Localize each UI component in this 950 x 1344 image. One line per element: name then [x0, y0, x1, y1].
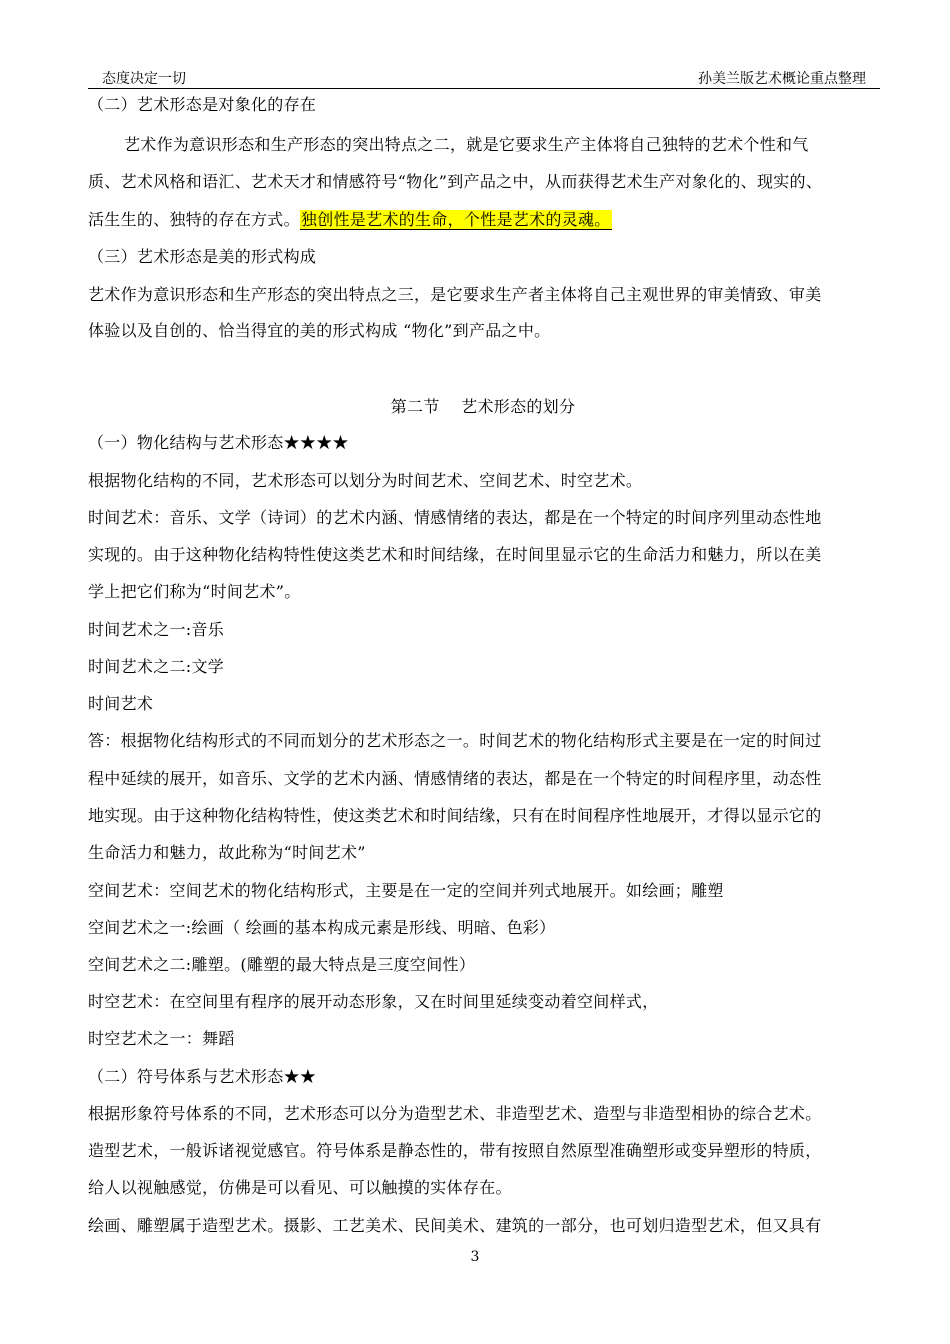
header-left-text: 态度决定一切	[102, 71, 186, 87]
paragraph-line: 时间艺术之二:文学	[88, 657, 225, 676]
paragraph-line: 时间艺术	[88, 694, 154, 713]
paragraph-line: 答：根据物化结构形式的不同而划分的艺术形态之一。时间艺术的物化结构形式主要是在一定的时间过	[88, 731, 822, 750]
subsection-heading: （三）艺术形态是美的形式构成	[88, 247, 317, 266]
paragraph-line: 艺术作为意识形态和生产形态的突出特点之三，是它要求生产者主体将自己主观世界的审美情致、审美	[88, 285, 822, 304]
paragraph-line: 时间艺术：音乐、文学（诗词）的艺术内涵、情感情绪的表达，都是在一个特定的时间序列里动态性地	[88, 508, 822, 527]
paragraph-line: 时空艺术之一：舞蹈	[88, 1029, 235, 1048]
page-number: 3	[470, 1249, 480, 1265]
paragraph-line: 空间艺术之一:绘画（ 绘画的基本构成元素是形线、明暗、色彩）	[88, 918, 556, 937]
paragraph-line: 实现的。由于这种物化结构特性使这类艺术和时间结缘，在时间里显示它的生命活力和魅力，所以在美	[88, 545, 822, 564]
subsection-heading: （二）符号体系与艺术形态★★	[88, 1067, 317, 1086]
paragraph-line: 空间艺术：空间艺术的物化结构形式，主要是在一定的空间并列式地展开。如绘画；雕塑	[88, 881, 724, 900]
subsection-heading: （二）艺术形态是对象化的存在	[88, 95, 317, 114]
subsection-heading: （一）物化结构与艺术形态★★★★	[88, 433, 349, 452]
paragraph-text: 活生生的、独特的存在方式。	[88, 210, 300, 229]
paragraph-line: 程中延续的展开，如音乐、文学的艺术内涵、情感情绪的表达，都是在一个特定的时间程序里，动态性	[88, 769, 822, 788]
paragraph-line: 学上把它们称为“时间艺术”。	[88, 582, 301, 601]
section-title: 第二节 艺术形态的划分	[390, 397, 576, 416]
paragraph-line: 空间艺术之二:雕塑。(雕塑的最大特点是三度空间性）	[88, 955, 476, 974]
paragraph-line: 生命活力和魅力，故此称为“时间艺术”	[88, 843, 366, 862]
paragraph-line: 艺术作为意识形态和生产形态的突出特点之二，就是它要求生产主体将自己独特的艺术个性和气	[124, 135, 809, 154]
paragraph-line: 绘画、雕塑属于造型艺术。摄影、工艺美术、民间美术、建筑的一部分，也可划归造型艺术，但又具有	[88, 1216, 822, 1235]
highlighted-text: 独创性是艺术的生命，个性是艺术的灵魂。	[300, 210, 611, 229]
paragraph-line: 时空艺术：在空间里有程序的展开动态形象，又在时间里延续变动着空间样式，	[88, 992, 659, 1011]
paragraph-line: 给人以视触感觉，仿佛是可以看见、可以触摸的实体存在。	[88, 1178, 512, 1197]
header-right-text: 孙美兰版艺术概论重点整理	[698, 71, 866, 87]
paragraph-line: 地实现。由于这种物化结构特性，使这类艺术和时间结缘，只有在时间程序性地展开，才得以显示它的	[88, 806, 822, 825]
paragraph-line: 根据物化结构的不同，艺术形态可以划分为时间艺术、空间艺术、时空艺术。	[88, 471, 643, 490]
paragraph-line: 质、艺术风格和语汇、艺术天才和情感符号“物化”到产品之中，从而获得艺术生产对象化的、现实的、	[88, 172, 823, 191]
paragraph-line: 造型艺术，一般诉诸视觉感官。符号体系是静态性的，带有按照自然原型准确塑形或变异塑形的特质，	[88, 1141, 822, 1160]
paragraph-line: 根据形象符号体系的不同，艺术形态可以分为造型艺术、非造型艺术、造型与非造型相协的综合艺术。	[88, 1104, 822, 1123]
paragraph-line	[88, 209, 612, 231]
paragraph-line: 时间艺术之一:音乐	[88, 620, 225, 639]
paragraph-line: 体验以及自创的、恰当得宜的美的形式构成 “物化”到产品之中。	[88, 321, 551, 340]
page-header	[88, 70, 880, 89]
